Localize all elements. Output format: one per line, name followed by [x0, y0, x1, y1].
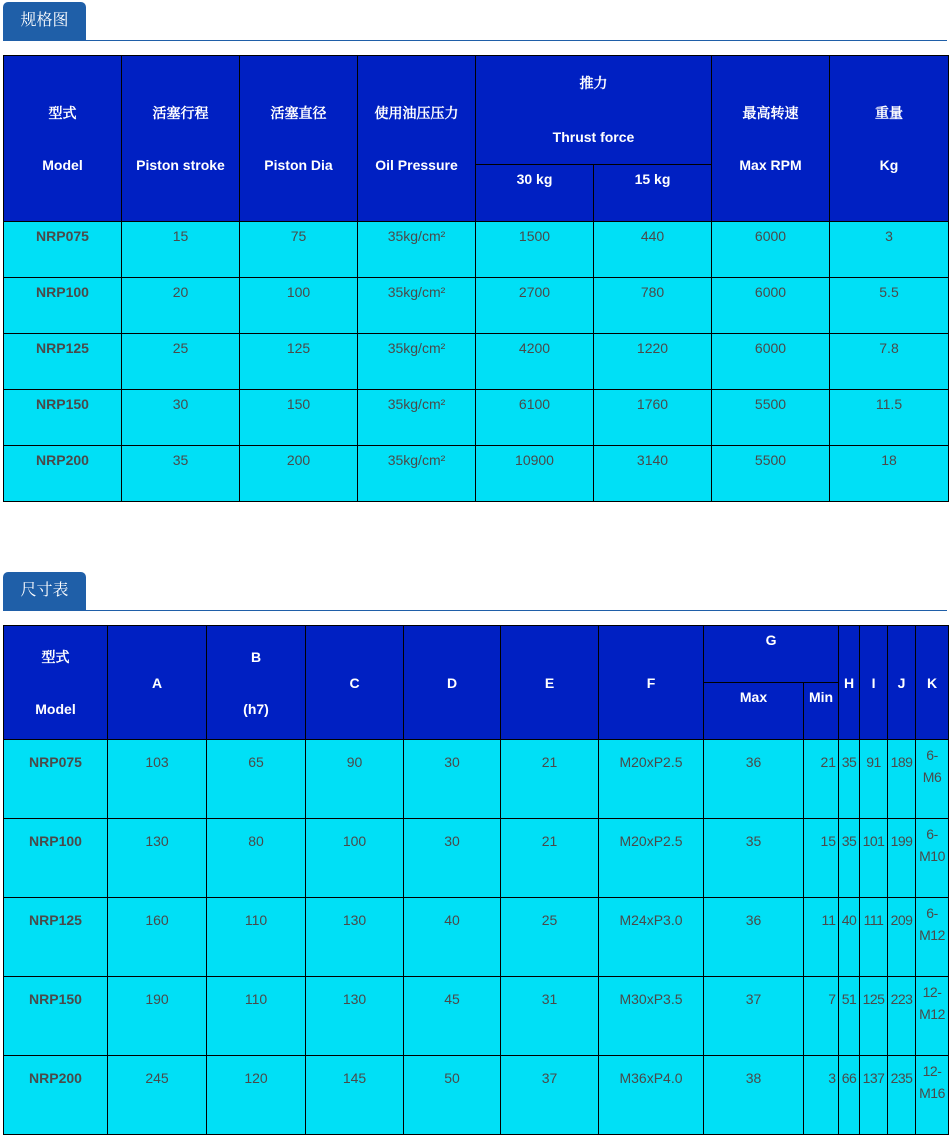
- cell-dia: 75: [240, 222, 358, 278]
- section-tab-spec[interactable]: 规格图: [3, 2, 86, 40]
- cell-dia: 200: [240, 446, 358, 502]
- header-f: F: [599, 626, 704, 740]
- cell-i: 137: [860, 1056, 888, 1135]
- table-row: [4, 740, 949, 819]
- cell-d: 40: [404, 898, 501, 977]
- table-row: [4, 278, 949, 334]
- table-row: [4, 1056, 949, 1135]
- cell-model: NRP075: [4, 740, 108, 819]
- cell-g-min: 11: [804, 898, 839, 977]
- cell-i: 125: [860, 977, 888, 1056]
- table-row: [4, 334, 949, 390]
- table-row: [4, 898, 949, 977]
- cell-thrust-15: 780: [594, 278, 712, 334]
- header-e: E: [501, 626, 599, 740]
- cell-i: 91: [860, 740, 888, 819]
- header-thrust-30: 30 kg: [476, 165, 594, 222]
- cell-j: 235: [888, 1056, 916, 1135]
- cell-weight: 5.5: [830, 278, 949, 334]
- cell-dia: 125: [240, 334, 358, 390]
- cell-j: 189: [888, 740, 916, 819]
- cell-rpm: 6000: [712, 222, 830, 278]
- cell-model: NRP075: [4, 222, 122, 278]
- cell-thrust-15: 3140: [594, 446, 712, 502]
- cell-i: 111: [860, 898, 888, 977]
- cell-d: 30: [404, 819, 501, 898]
- table-row: [4, 390, 949, 446]
- cell-k: 6- M12: [916, 898, 949, 977]
- cell-rpm: 6000: [712, 278, 830, 334]
- header-a: A: [108, 626, 207, 740]
- cell-a: 103: [108, 740, 207, 819]
- cell-h: 66: [839, 1056, 860, 1135]
- header-h: H: [839, 626, 860, 740]
- cell-oil: 35kg/cm²: [358, 446, 476, 502]
- section-header-spec: [3, 2, 947, 41]
- header-j: J: [888, 626, 916, 740]
- cell-model: NRP150: [4, 977, 108, 1056]
- cell-j: 223: [888, 977, 916, 1056]
- cell-oil: 35kg/cm²: [358, 278, 476, 334]
- cell-weight: 11.5: [830, 390, 949, 446]
- cell-dia: 150: [240, 390, 358, 446]
- cell-model: NRP125: [4, 334, 122, 390]
- table-row: [4, 819, 949, 898]
- cell-model: NRP200: [4, 1056, 108, 1135]
- cell-d: 30: [404, 740, 501, 819]
- cell-thrust-30: 1500: [476, 222, 594, 278]
- cell-j: 209: [888, 898, 916, 977]
- cell-weight: 3: [830, 222, 949, 278]
- cell-e: 21: [501, 819, 599, 898]
- header-g-max: Max: [704, 683, 804, 740]
- cell-a: 190: [108, 977, 207, 1056]
- cell-thrust-15: 1220: [594, 334, 712, 390]
- cell-b: 110: [207, 977, 306, 1056]
- header-piston-stroke: 活塞行程 Piston stroke: [122, 56, 240, 222]
- table-row: [4, 977, 949, 1056]
- cell-g-max: 35: [704, 819, 804, 898]
- header-thrust-force: 推力 Thrust force: [476, 56, 712, 165]
- cell-rpm: 5500: [712, 390, 830, 446]
- cell-k: 6- M6: [916, 740, 949, 819]
- cell-i: 101: [860, 819, 888, 898]
- cell-rpm: 5500: [712, 446, 830, 502]
- header-g: G: [704, 626, 839, 683]
- cell-k: 12- M12: [916, 977, 949, 1056]
- header-model: 型式 Model: [4, 626, 108, 740]
- section-tab-dimensions[interactable]: 尺寸表: [3, 572, 86, 610]
- header-weight: 重量 Kg: [830, 56, 949, 222]
- header-model: 型式 Model: [4, 56, 122, 222]
- cell-a: 130: [108, 819, 207, 898]
- cell-b: 110: [207, 898, 306, 977]
- cell-g-min: 15: [804, 819, 839, 898]
- header-oil-pressure: 使用油压压力 Oil Pressure: [358, 56, 476, 222]
- header-c: C: [306, 626, 404, 740]
- cell-oil: 35kg/cm²: [358, 334, 476, 390]
- cell-e: 21: [501, 740, 599, 819]
- cell-j: 199: [888, 819, 916, 898]
- cell-b: 120: [207, 1056, 306, 1135]
- cell-g-max: 36: [704, 740, 804, 819]
- header-max-rpm: 最高转速 Max RPM: [712, 56, 830, 222]
- cell-stroke: 35: [122, 446, 240, 502]
- table-row: [4, 222, 949, 278]
- cell-d: 45: [404, 977, 501, 1056]
- cell-model: NRP125: [4, 898, 108, 977]
- cell-dia: 100: [240, 278, 358, 334]
- cell-e: 25: [501, 898, 599, 977]
- header-thrust-15: 15 kg: [594, 165, 712, 222]
- spec-table: [3, 55, 949, 502]
- cell-model: NRP100: [4, 278, 122, 334]
- cell-e: 37: [501, 1056, 599, 1135]
- cell-h: 51: [839, 977, 860, 1056]
- cell-b: 65: [207, 740, 306, 819]
- cell-c: 130: [306, 898, 404, 977]
- cell-k: 12- M16: [916, 1056, 949, 1135]
- cell-oil: 35kg/cm²: [358, 222, 476, 278]
- cell-f: M30xP3.5: [599, 977, 704, 1056]
- cell-g-min: 7: [804, 977, 839, 1056]
- header-b: B (h7): [207, 626, 306, 740]
- cell-thrust-30: 4200: [476, 334, 594, 390]
- cell-a: 160: [108, 898, 207, 977]
- cell-g-min: 21: [804, 740, 839, 819]
- header-d: D: [404, 626, 501, 740]
- cell-weight: 18: [830, 446, 949, 502]
- cell-h: 40: [839, 898, 860, 977]
- cell-weight: 7.8: [830, 334, 949, 390]
- cell-e: 31: [501, 977, 599, 1056]
- cell-model: NRP200: [4, 446, 122, 502]
- cell-b: 80: [207, 819, 306, 898]
- cell-f: M20xP2.5: [599, 819, 704, 898]
- cell-thrust-15: 440: [594, 222, 712, 278]
- cell-f: M24xP3.0: [599, 898, 704, 977]
- cell-h: 35: [839, 819, 860, 898]
- header-piston-dia: 活塞直径 Piston Dia: [240, 56, 358, 222]
- header-k: K: [916, 626, 949, 740]
- cell-oil: 35kg/cm²: [358, 390, 476, 446]
- cell-g-max: 36: [704, 898, 804, 977]
- cell-g-min: 3: [804, 1056, 839, 1135]
- cell-stroke: 25: [122, 334, 240, 390]
- cell-thrust-30: 2700: [476, 278, 594, 334]
- cell-a: 245: [108, 1056, 207, 1135]
- cell-f: M20xP2.5: [599, 740, 704, 819]
- cell-stroke: 30: [122, 390, 240, 446]
- cell-g-max: 38: [704, 1056, 804, 1135]
- cell-c: 145: [306, 1056, 404, 1135]
- cell-rpm: 6000: [712, 334, 830, 390]
- cell-model: NRP100: [4, 819, 108, 898]
- cell-f: M36xP4.0: [599, 1056, 704, 1135]
- cell-c: 130: [306, 977, 404, 1056]
- cell-thrust-30: 10900: [476, 446, 594, 502]
- cell-d: 50: [404, 1056, 501, 1135]
- cell-thrust-30: 6100: [476, 390, 594, 446]
- table-row: [4, 446, 949, 502]
- cell-stroke: 15: [122, 222, 240, 278]
- cell-c: 90: [306, 740, 404, 819]
- header-i: I: [860, 626, 888, 740]
- section-header-dimensions: [3, 572, 947, 611]
- cell-g-max: 37: [704, 977, 804, 1056]
- header-g-min: Min: [804, 683, 839, 740]
- dimension-table: [3, 625, 949, 1135]
- cell-thrust-15: 1760: [594, 390, 712, 446]
- cell-model: NRP150: [4, 390, 122, 446]
- cell-h: 35: [839, 740, 860, 819]
- cell-k: 6- M10: [916, 819, 949, 898]
- cell-c: 100: [306, 819, 404, 898]
- cell-stroke: 20: [122, 278, 240, 334]
